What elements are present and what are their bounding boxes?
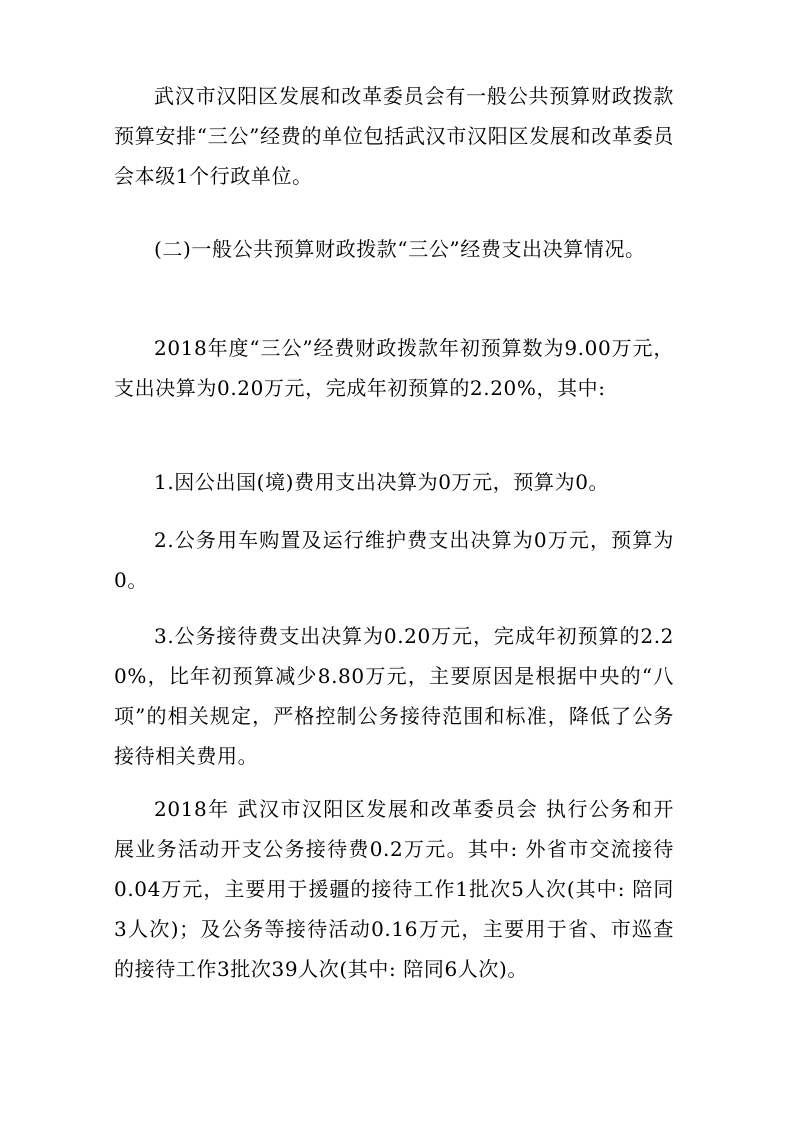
section-heading-expenditure: (二)一般公共预算财政拨款“三公”经费支出决算情况。 bbox=[154, 237, 646, 261]
paragraph-reception-details: 2018年 武汉市汉阳区发展和改革委员会 执行公务和开展业务活动开支公务接待费0.2万元。其中: 外省市交流接待0.04万元，主要用于援疆的接待工作1批次5人次(其中: 陪同3人次)；及公务等接待活动0.16万元，主要用于省、市巡查的接待工作3批次39人次(其中: 陪同6人次)。 bbox=[114, 797, 674, 981]
paragraph-2018-overview: 2018年度“三公”经费财政拨款年初预算数为9.00万元，支出决算为0.20万元，完成年初预算的2.20%，其中: bbox=[114, 336, 674, 400]
paragraph-budget-units: 武汉市汉阳区发展和改革委员会有一般公共预算财政拨款预算安排“三公”经费的单位包括武汉市汉阳区发展和改革委员会本级1个行政单位。 bbox=[114, 84, 674, 188]
paragraph-official-vehicles: 2.公务用车购置及运行维护费支出决算为0万元，预算为0。 bbox=[114, 528, 674, 592]
paragraph-overseas-travel: 1.因公出国(境)费用支出决算为0万元，预算为0。 bbox=[154, 470, 610, 494]
paragraph-official-reception: 3.公务接待费支出决算为0.20万元，完成年初预算的2.20%，比年初预算减少8.80万元，主要原因是根据中央的“八项”的相关规定，严格控制公务接待范围和标准，降低了公务接待相关费用。 bbox=[114, 624, 674, 768]
